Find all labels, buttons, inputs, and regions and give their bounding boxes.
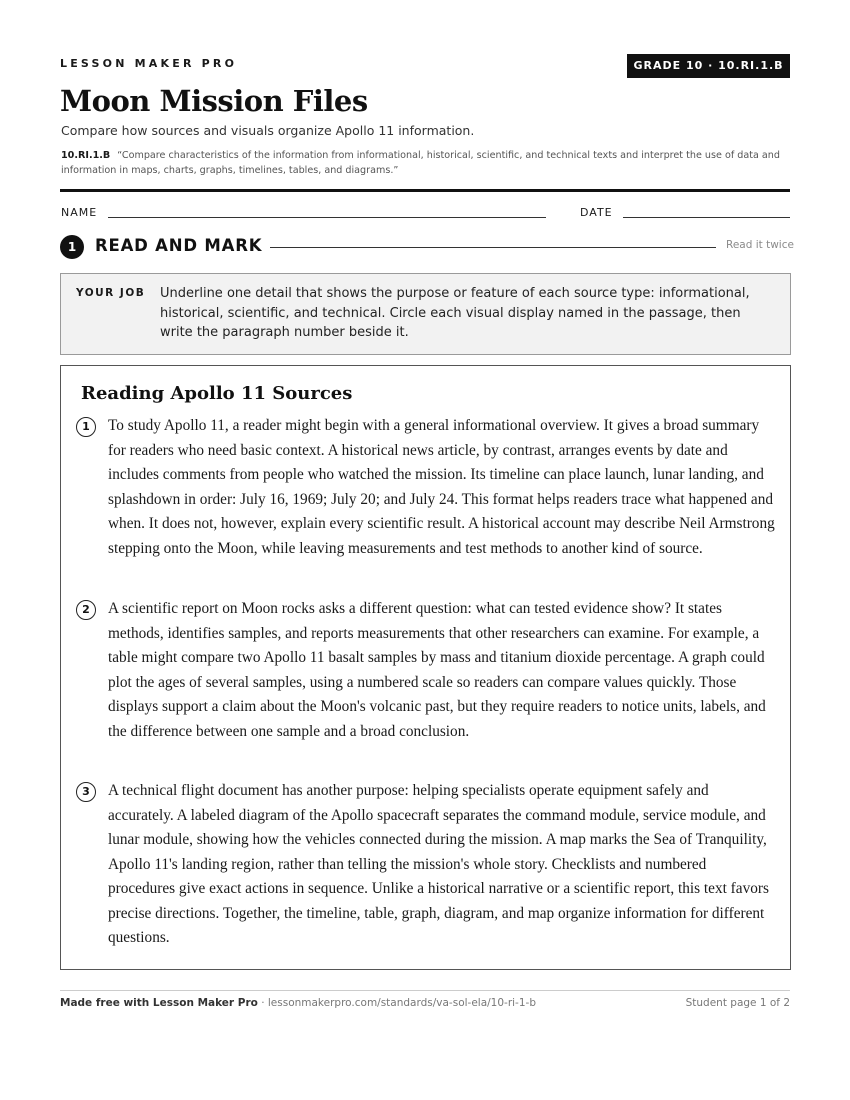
reading-title: Reading Apollo 11 Sources — [81, 383, 353, 404]
section-title: READ AND MARK — [95, 236, 263, 255]
job-label: YOUR JOB — [76, 287, 146, 299]
footer-credit — [60, 997, 536, 1009]
paragraph-2: A scientific report on Moon rocks asks a different question: what can tested evidence show? It states methods, identifies samples, and reports measurements that other researchers can examine. For example, a table might compare two Apollo 11 basalt samples by mass and titanium dioxide percentage. A graph could plot the ages of several samples, using a numbered scale so readers can compare values quickly. Those displays support a claim about the Moon's volcanic past, but they require readers to notice units, labels, and the difference between one sample and a broad conclusion. — [108, 600, 766, 740]
brand-name: LESSON MAKER PRO — [60, 57, 238, 70]
section-note: Read it twice — [726, 239, 794, 251]
footer-page-number: Student page 1 of 2 — [685, 997, 790, 1009]
date-label: DATE — [580, 206, 613, 219]
page-title: Moon Mission Files — [60, 84, 368, 118]
footer-made-with: Made free with Lesson Maker Pro — [60, 997, 258, 1009]
page-subtitle: Compare how sources and visuals organize Apollo 11 information. — [61, 123, 475, 138]
date-field[interactable] — [623, 217, 790, 218]
footer-divider — [60, 990, 790, 991]
paragraph-number-badge: 3 — [76, 782, 96, 802]
paragraph-number-badge: 1 — [76, 417, 96, 437]
reading-passage-box — [60, 365, 791, 970]
paragraph-3: A technical flight document has another purpose: helping specialists operate equipment safely and accurately. A labeled diagram of the Apollo spacecraft separates the command module, service module, and lunar module, showing how the vehicles connected during the mission. A map marks the Sea of Tranquility, Apollo 11's landing region, rather than telling the mission's whole story. Checklists and numbered procedures give exact actions in sequence. Unlike a historical narrative or a scientific report, this text favors precise directions. Together, the timeline, table, graph, diagram, and map organize information for different questions. — [108, 782, 769, 946]
job-text: Underline one detail that shows the purpose or feature of each source type: informational, historical, scientific, and technical. Circle each visual display named in the passage, then write the paragraph number beside it. — [160, 286, 750, 340]
standard-text: “Compare characteristics of the information from informational, historical, scientific, and technical texts and interpret the use of data and information in maps, charts, graphs, timelines, tables, and diagrams.” — [61, 150, 780, 176]
name-field[interactable] — [108, 217, 546, 218]
header-divider — [60, 189, 790, 192]
job-instructions-box — [60, 273, 791, 355]
section-number-badge: 1 — [60, 235, 84, 259]
standard-description — [61, 148, 791, 178]
grade-badge: GRADE 10 · 10.RI.1.B — [627, 54, 790, 78]
standard-code: 10.RI.1.B — [61, 150, 111, 161]
section-divider — [270, 247, 716, 248]
name-label: NAME — [61, 206, 98, 219]
paragraph-1: To study Apollo 11, a reader might begin with a general informational overview. It gives a broad summary for readers who need basic context. A historical news article, by contrast, arranges events by date and includes comments from people who watched the mission. Its timeline can place launch, lunar landing, and splashdown in order: July 16, 1969; July 20; and July 24. This format helps readers trace what happened and when. It does not, however, explain every scientific result. A historical account may describe Neil Armstrong stepping onto the Moon, while leaving measurements and test methods to another kind of source. — [108, 417, 775, 557]
footer-url[interactable]: · lessonmakerpro.com/standards/va-sol-ela/10-ri-1-b — [257, 997, 536, 1009]
paragraph-number-badge: 2 — [76, 600, 96, 620]
